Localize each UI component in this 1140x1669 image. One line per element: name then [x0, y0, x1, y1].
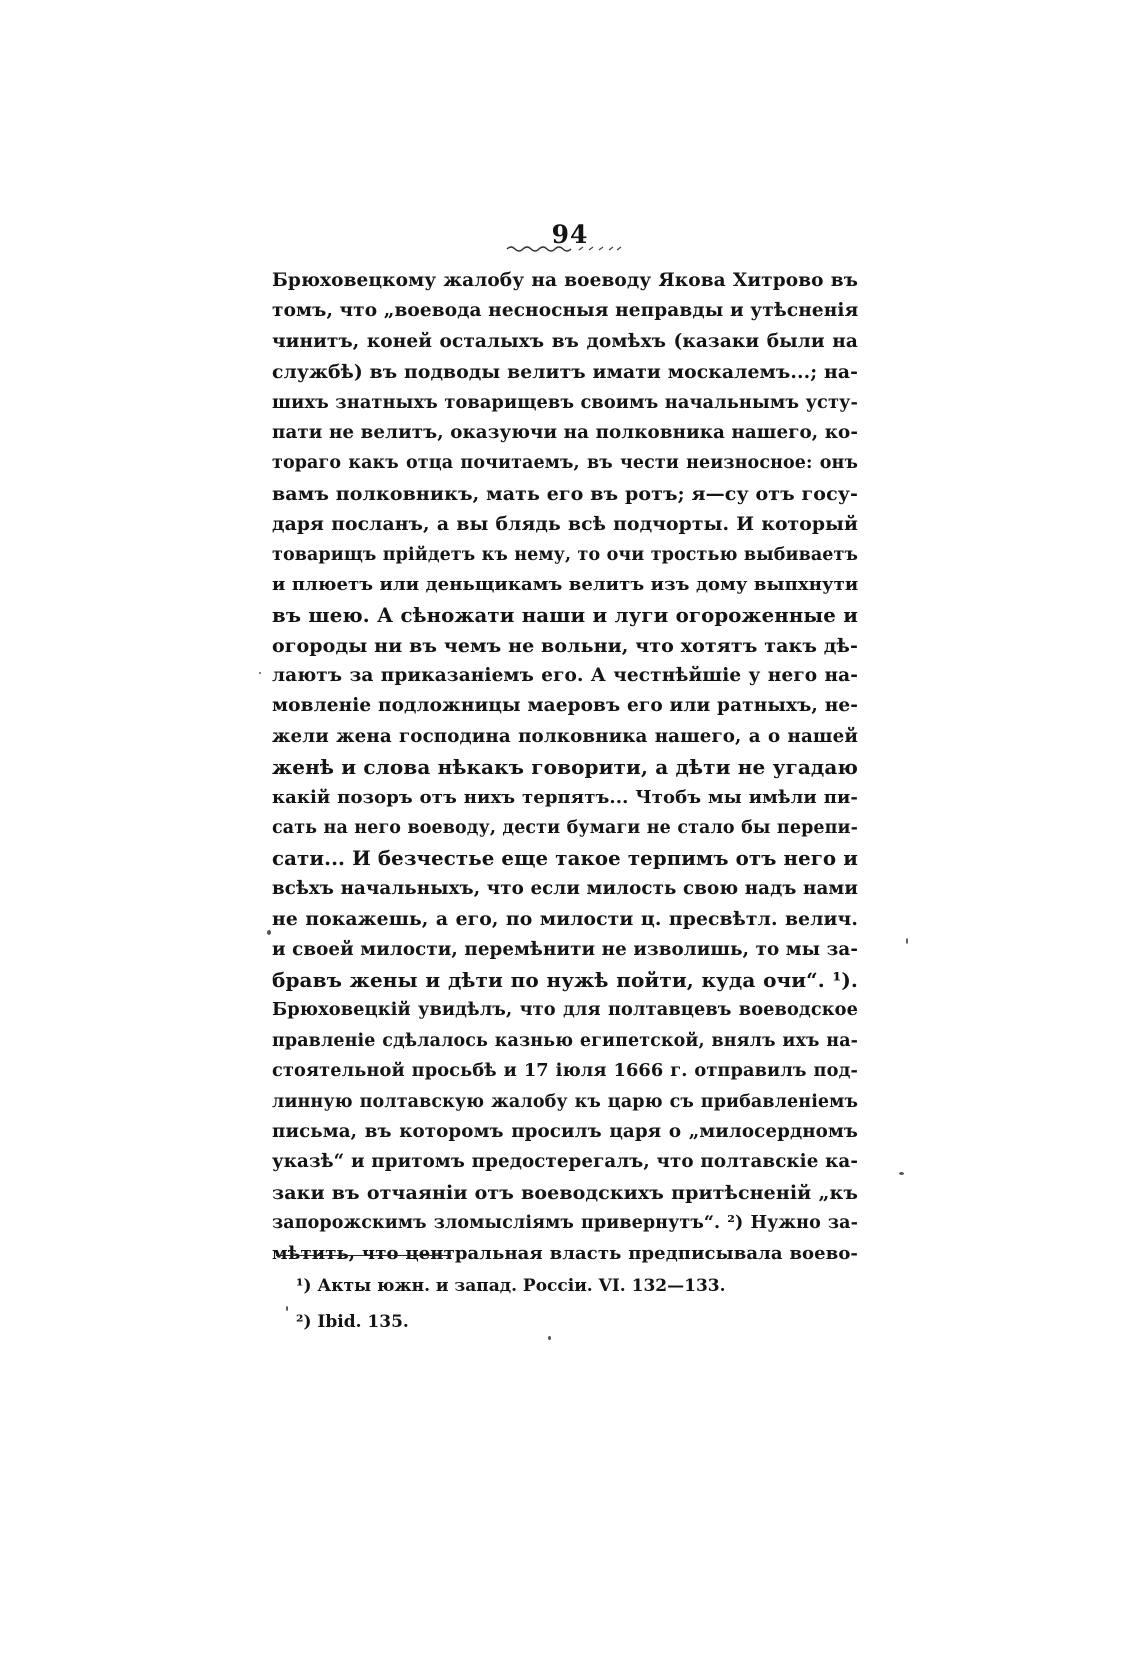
text-line: лаютъ за приказаніемъ его. А честнѣйшіе у него на-: [272, 665, 858, 687]
text-line: тораго какъ отца почитаемъ, въ чести неизносное: онъ: [272, 453, 858, 474]
text-line: даря посланъ, а вы блядь всѣ подчорты. И который: [272, 513, 858, 536]
scan-speck: [906, 938, 908, 944]
text-line: сать на него воеводу, дести бумаги не стало бы перепи-: [272, 818, 858, 839]
text-line: и плюетъ или деньщикамъ велитъ изъ дому выпхнути: [272, 573, 859, 595]
text-line: бравъ жены и дѣти по нужѣ пойти, куда очи“. ¹).: [272, 967, 858, 992]
text-line: не покажешь, а его, по милости ц. пресвѣтл. велич.: [272, 908, 858, 931]
scan-speck: [286, 1306, 288, 1311]
footnote: ²) Ibid. 135.: [296, 1312, 409, 1332]
text-line: въ шею. А сѣножати наши и луги огороженные и: [272, 603, 858, 628]
scan-speck: [259, 672, 261, 674]
text-line: мѣтить, что центральная власть предписывала воево-: [272, 1242, 858, 1264]
page-number: 94: [551, 220, 589, 249]
text-line: письма, въ которомъ просилъ царя о „милосердномъ: [272, 1120, 858, 1142]
text-line: запорожскимъ зломысліямъ привернутъ“. ²) Нужно за-: [272, 1213, 858, 1234]
text-line: огороды ни въ чемъ не вольни, что хотятъ такъ дѣ-: [272, 634, 858, 657]
ornament-divider: [505, 244, 625, 254]
scan-speck: [548, 1336, 551, 1340]
text-line: какій позоръ отъ нихъ терпятъ... Чтобъ мы имѣли пи-: [272, 786, 858, 808]
text-line: чинитъ, коней осталыхъ въ домѣхъ (казаки были на: [272, 330, 858, 352]
scan-speck: [267, 930, 271, 935]
footnote-rule: [276, 1255, 451, 1256]
text-line: мовленіе подложницы маеровъ его или ратныхъ, не-: [272, 695, 858, 717]
text-line: товарищъ прійдетъ къ нему, то очи тростью выбиваетъ: [272, 544, 858, 565]
footnotes: [296, 1268, 796, 1340]
footnote: ¹) Акты южн. и запад. Россіи. VI. 132—133.: [296, 1276, 726, 1296]
text-line: жели жена господина полковника нашего, а о нашей: [272, 725, 858, 747]
text-line: всѣхъ начальныхъ, что если милость свою надъ нами: [272, 877, 858, 899]
text-line: шихъ знатныхъ товарищевъ своимъ начальнымъ усту-: [272, 391, 858, 413]
text-line: пати не велитъ, оказуючи на полковника нашего, ко-: [272, 421, 858, 443]
text-line: службѣ) въ подводы велитъ имати москалемъ...; на-: [272, 361, 858, 384]
text-line: заки въ отчаяніи отъ воеводскихъ притѣсненій „къ: [272, 1181, 858, 1204]
text-line: стоятельной просьбѣ и 17 іюля 1666 г. отправилъ под-: [272, 1060, 858, 1082]
text-line: правленіе сдѣлалось казнью египетской, внялъ ихъ на-: [272, 1030, 858, 1051]
text-line: указѣ“ и притомъ предостерегалъ, что полтавскіе ка-: [272, 1151, 858, 1173]
text-line: сати... И безчестье еще такое терпимъ отъ него и: [272, 846, 858, 871]
text-line: и своей милости, перемѣнити не изволишь, то мы за-: [272, 938, 858, 960]
body-text: [272, 266, 858, 1269]
text-line: Брюховецкій увидѣлъ, что для полтавцевъ воеводское: [272, 999, 858, 1021]
text-line: женѣ и слова нѣкакъ говорити, а дѣти не угадаю: [272, 755, 858, 780]
text-line: томъ, что „воевода несносныя неправды и утѣсненія: [272, 300, 859, 322]
scan-speck: [899, 1172, 904, 1175]
text-line: вамъ полковникъ, мать его въ ротъ; я—су отъ госу-: [272, 482, 858, 505]
text-line: Брюховецкому жалобу на воеводу Якова Хитрово въ: [272, 270, 858, 291]
text-line: линную полтавскую жалобу къ царю съ прибавленіемъ: [272, 1091, 858, 1112]
